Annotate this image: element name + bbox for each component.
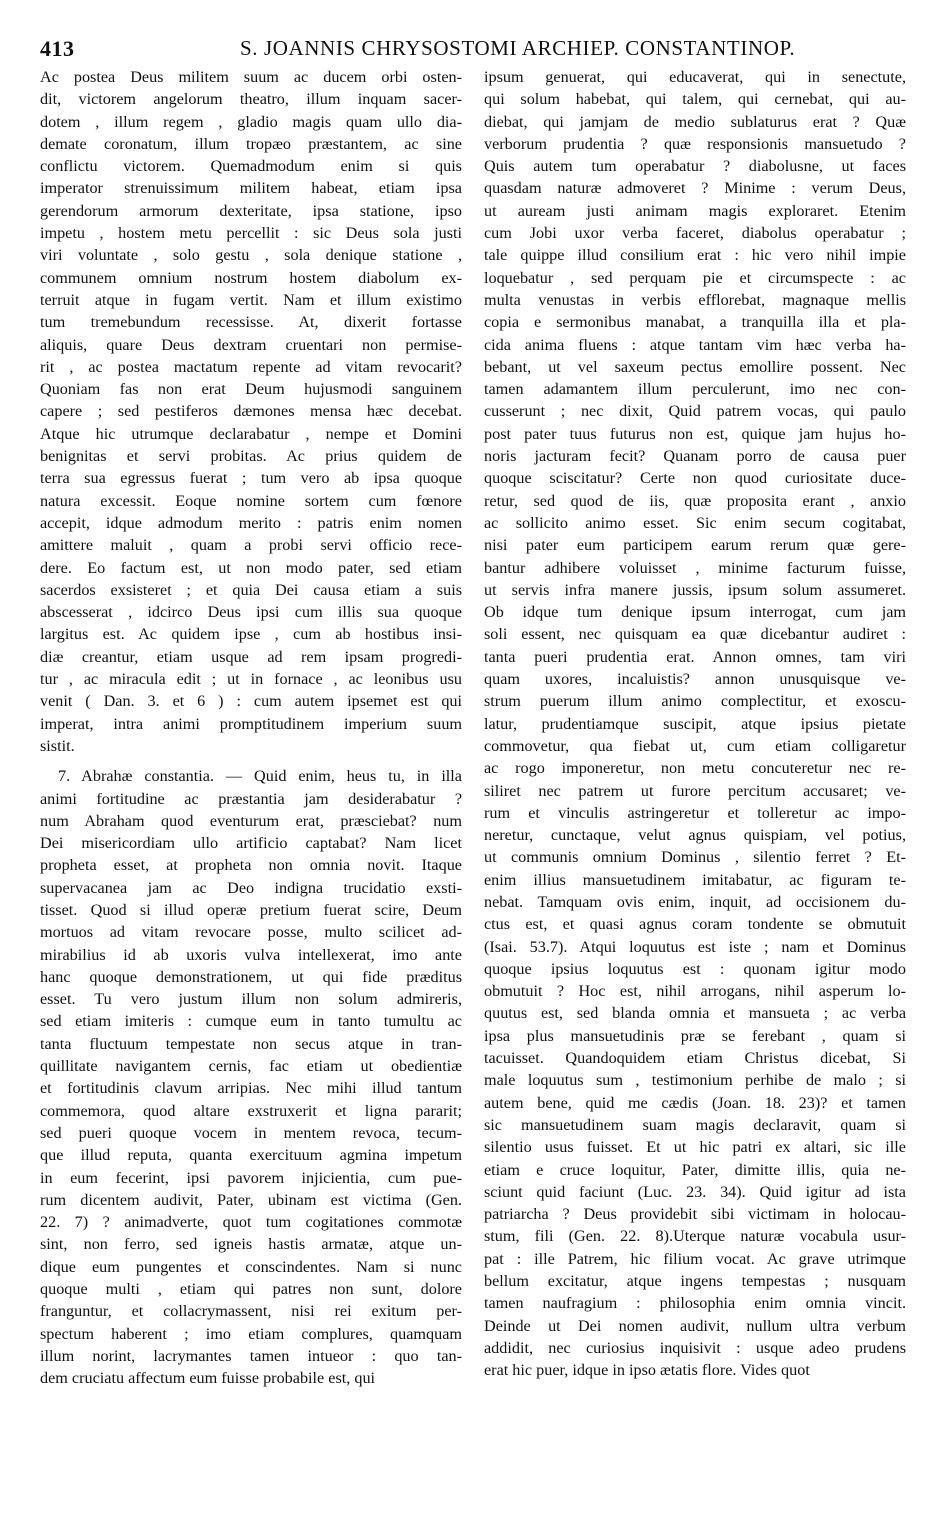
text-line: latur, prudentiamque suscipit, atque ipsius pietate xyxy=(484,714,906,733)
text-line: ut servis infra manere jussis, ipsum solum assumeret. xyxy=(484,580,906,599)
text-line: commemora, quod altare exstruxerit et ligna pararit; xyxy=(40,1101,462,1120)
text-line: Dei misericordiam ullo artificio captabat? Nam licet xyxy=(40,834,462,853)
text-line: strum puerum illum animo complectitur, et exoscu- xyxy=(484,692,906,711)
running-head xyxy=(40,28,910,64)
text-line: siliret nec patrem ut furore percitum accusaret; ve- xyxy=(484,781,906,800)
text-line: demate coronatum, illum tropæo præstantem, ac sine xyxy=(40,134,462,153)
text-line: dotem , illum regem , gladio magis quam ullo dia- xyxy=(40,112,462,131)
text-line: bantur adhibere voluisset , minime facturum fuisse, xyxy=(484,558,906,577)
text-line: tale quippe illud consilium erat : hic vero nihil impie xyxy=(484,246,906,265)
running-title: S. JOANNIS CHRYSOSTOMI ARCHIEP. CONSTANTINOP. xyxy=(240,36,796,60)
text-line: copia e sermonibus manabat, a tranquilla illa et pla- xyxy=(484,313,906,332)
text-line: diebat, qui jamjam de medio sublaturus erat ? Quæ xyxy=(484,112,906,131)
text-line: dit, victorem angelorum theatro, illum inquam sacer- xyxy=(40,90,462,109)
text-line: tum tremebundum recessisse. At, dixerit fortasse xyxy=(40,313,462,332)
text-line: nebat. Tamquam ovis enim, inquit, ad occisionem du- xyxy=(484,892,906,911)
right-column xyxy=(484,66,906,1382)
text-line: quoque ipsius loquutus est : quonam igitur modo xyxy=(484,959,906,978)
text-line: capere ; sed pestiferos dæmones mensa hæc decebat. xyxy=(40,402,462,421)
text-line: ipsum genuerat, qui educaverat, qui in senectute, xyxy=(484,68,906,86)
text-line: tacuisset. Quandoquidem etiam Christus dicebat, Si xyxy=(484,1049,906,1068)
text-line: viri voluntate , solo gestu , sola denique statione , xyxy=(40,246,462,265)
text-line: autem bene, quid me cædis (Joan. 18. 23)? et tamen xyxy=(484,1093,906,1112)
text-line: quam uxores, incaluistis? annon unusquisque ve- xyxy=(484,670,906,689)
text-line: Deinde ut Dei nomen audivit, nullum ultra verbum xyxy=(484,1316,906,1335)
text-line: bebant, ut vel saxeum pectus emollire possent. Nec xyxy=(484,357,906,376)
text-line: cum Jobi uxor verba faceret, diabolus operabatur ; xyxy=(484,224,906,243)
text-line: franguntur, et collacrymassent, nisi rei exitum per- xyxy=(40,1302,462,1321)
text-line: multa venustas in verbis efflorebat, magnaque mellis xyxy=(484,290,906,309)
text-line: Quoniam fas non erat Deum hujusmodi sanguinem xyxy=(40,380,462,399)
text-line: supervacanea jam ac Deo indigna trucidatio exsti- xyxy=(40,878,462,897)
text-line: in eum fecerint, ipsi pavorem injicientia, cum pue- xyxy=(40,1168,462,1187)
text-line: ut auream justi animam magis exploraret. Etenim xyxy=(484,201,906,220)
text-line: terruit atque in fugam vertit. Nam et illum existimo xyxy=(40,290,462,309)
text-line: noris jacturam fecit? Quanam porro de causa puer xyxy=(484,447,906,466)
text-line: obmutuit ? Hoc est, nihil arrogans, nihil asperum lo- xyxy=(484,982,906,1001)
text-line: silentio usus fuisset. Et ut hic patri ex altari, sic ille xyxy=(484,1138,906,1157)
text-line: sacerdos exsisteret ; et quia Dei causa etiam a suis xyxy=(40,580,462,599)
text-line: spectum haberent ; imo etiam complures, quamquam xyxy=(40,1324,462,1343)
text-line: dique eum pungentes et conscindentes. Nam si nunc xyxy=(40,1257,462,1276)
text-line: soli essent, nec quisquam ea quæ dicebantur audiret : xyxy=(484,625,906,644)
text-line: ipsa plus mansuetudinis præ se ferebant , quam si xyxy=(484,1026,906,1045)
text-line: natura excessit. Eoque nomine sortem cum fœnore xyxy=(40,491,462,510)
text-line: sed etiam imiteris : cumque eum in tanto tumultu ac xyxy=(40,1012,462,1031)
text-line: ac sollicito animo esset. Sic enim secum cogitabat, xyxy=(484,513,906,532)
text-line: rum et vinculis astringeretur et tolleretur ac impo- xyxy=(484,803,906,822)
text-line: esset. Tu vero justum illum non solum admireris, xyxy=(40,990,462,1009)
text-line: dem cruciatu affectum eum fuisse probabile est, qui xyxy=(40,1369,376,1388)
text-line: patriarcha ? Deus providebit sibi victimam in holocau- xyxy=(484,1205,906,1224)
text-line: mortuos ad vitam revocare posse, multo scilicet ad- xyxy=(40,923,462,942)
text-line: nisi pater eum participem earum rerum quæ gere- xyxy=(484,536,906,555)
text-line: imperator strenuissimum militem habeat, etiam ipsa xyxy=(40,179,462,198)
text-line: gerendorum armorum dexteritate, ipsa statione, ipso xyxy=(40,201,462,220)
text-line: Quis autem tum operabatur ? diabolusne, ut faces xyxy=(484,157,906,176)
text-line: accepit, idque admodum merito : patris enim nomen xyxy=(40,513,462,532)
text-line: 7. Abrahæ constantia. — Quid enim, heus tu, in illa xyxy=(58,767,462,786)
text-line: bellum excitatur, atque ingens tempestas ; nusquam xyxy=(484,1272,906,1291)
text-line: verborum prudentia ? quæ responsionis mansuetudo ? xyxy=(484,134,906,153)
left-column xyxy=(40,66,462,1390)
text-line: sistit. xyxy=(40,736,75,755)
text-line: rit , ac postea mactatum repente ad vitam revocarit? xyxy=(40,357,462,376)
text-line: addidit, nec curiosius inquisivit : usque adeo prudens xyxy=(484,1338,906,1357)
text-line: sint, non ferro, sed igneis hastis armatæ, atque un- xyxy=(40,1235,462,1254)
text-line: impetu , hostem metu percellit : sic Deus sola justi xyxy=(40,224,462,243)
text-line: terra sua egressus fuerat ; tum vero ab ipsa quoque xyxy=(40,469,462,488)
text-line: Atque hic utrumque declarabatur , nempe et Domini xyxy=(40,424,462,443)
text-line: communem omnium nostrum hostem diabolum ex- xyxy=(40,268,462,287)
text-line: (Isai. 53.7). Atqui loquutus est iste ; nam et Dominus xyxy=(484,937,906,956)
text-line: ac rogo imponeretur, non metu concuteretur nec re- xyxy=(484,759,906,778)
text-line: largitus est. Ac quidem ipse , cum ab hostibus insi- xyxy=(40,625,462,644)
text-line: quutus est, sed blanda omnia et mansueta ; ac verba xyxy=(484,1004,906,1023)
text-line: enim illius mansuetudinem imitabatur, ac figuram te- xyxy=(484,870,906,889)
text-line: post pater tuus futurus non est, quique jam hujus ho- xyxy=(484,424,906,443)
text-line: quillitate navigantem cernis, fac etiam ut obedientiæ xyxy=(40,1057,462,1076)
text-line: cida anima fluens : atque tantam vim hæc verba ha- xyxy=(484,335,906,354)
text-line: tanta pueri prudentia erat. Annon omnes, tam viri xyxy=(484,647,906,666)
text-line: mirabilius id ab uxoris vulva intellexerat, imo ante xyxy=(40,945,462,964)
text-line: sed pueri quoque vocem in mentem revoca, tecum- xyxy=(40,1123,462,1142)
text-line: Ob idque tum denique ipsum interrogat, cum jam xyxy=(484,603,906,622)
text-line: stum, fili (Gen. 22. 8).Uterque naturæ vocabula usur- xyxy=(484,1227,906,1246)
text-line: et fortitudinis clavum arripias. Nec mihi illud tantum xyxy=(40,1079,462,1098)
text-line: amittere maluit , quam a probi servi officio rece- xyxy=(40,536,462,555)
text-line: quoque sciscitatur? Certe non quod curiositate duce- xyxy=(484,469,906,488)
text-line: tur , ac miracula edit ; ut in fornace , ac leonibus usu xyxy=(40,670,462,689)
text-line: qui solum habebat, qui talem, qui cernebat, qui au- xyxy=(484,90,906,109)
text-line: loquebatur , sed perquam pie et circumspecte : ac xyxy=(484,268,906,287)
text-line: tamen adamantem illum perculerunt, imo nec con- xyxy=(484,380,906,399)
text-line: retur, sed quod de iis, quæ proposita erant , anxio xyxy=(484,491,906,510)
text-line: benignitas et servi probitas. Ac prius quidem de xyxy=(40,447,462,466)
paragraph-gap xyxy=(40,757,462,765)
text-line: etiam e cruce loquitur, Pater, dimitte illis, quia ne- xyxy=(484,1160,906,1179)
text-line: Ac postea Deus militem suum ac ducem orbi osten- xyxy=(40,68,462,86)
text-line: tamen naufragium : philosophia enim omnia vincit. xyxy=(484,1294,906,1313)
text-line: num Abraham quod eventurum erat, præsciebat? num xyxy=(40,811,462,830)
text-line: que illud reputa, quanta exercituum agmina impetum xyxy=(40,1146,462,1165)
text-line: diæ creantur, etiam usque ad rem ipsam progredi- xyxy=(40,647,462,666)
text-line: male loquutus sum , testimonium perhibe de malo ; si xyxy=(484,1071,906,1090)
text-line: quasdam naturæ admoveret ? Minime : verum Deus, xyxy=(484,179,906,198)
text-line: 22. 7) ? animadverte, quot tum cogitationes commotæ xyxy=(40,1213,462,1232)
text-columns xyxy=(40,66,906,1530)
text-line: neretur, cunctaque, velut agnus quispiam, vel potius, xyxy=(484,826,906,845)
text-line: hanc quoque demonstrationem, ut qui fide præditus xyxy=(40,967,462,986)
text-line: sic mansuetudinem suam magis declaravit, quam si xyxy=(484,1115,906,1134)
text-line: tanta fluctuum tempestate non secus atque in tran- xyxy=(40,1034,462,1053)
text-line: commovetur, qua fiebat ut, cum etiam colligaretur xyxy=(484,736,906,755)
text-line: erat hic puer, idque in ipso ætatis flore. Vides quot xyxy=(484,1361,810,1380)
text-line: ut communis omnium Dominus , silentio ferret ? Et- xyxy=(484,848,906,867)
text-line: quoque multi , etiam qui patres non sunt, dolore xyxy=(40,1280,462,1299)
text-line: rum dicentem audivit, Pater, ubinam est victima (Gen. xyxy=(40,1190,462,1209)
text-line: ctus est, et quasi agnus coram tondente se obmutuit xyxy=(484,915,906,934)
page-number: 413 xyxy=(40,36,75,61)
text-line: illum norint, lacrymantes tamen intueor : quo tan- xyxy=(40,1346,462,1365)
text-line: propheta esset, at propheta non omnia novit. Itaque xyxy=(40,856,462,875)
text-line: venit ( Dan. 3. et 6 ) : cum autem ipsemet est qui xyxy=(40,692,462,711)
text-line: conflictu victorem. Quemadmodum enim si quis xyxy=(40,157,462,176)
text-line: animi fortitudine ac præstantia jam desiderabatur ? xyxy=(40,789,462,808)
text-line: abscesserat , idcirco Deus ipsi cum illis sua quoque xyxy=(40,603,462,622)
text-line: tisset. Quod si illud operæ pretium fuerat scire, Deum xyxy=(40,900,462,919)
text-line: dere. Eo factum est, ut non modo pater, sed etiam xyxy=(40,558,462,577)
text-line: aliquis, quare Deus dextram cruentari non permise- xyxy=(40,335,462,354)
text-line: pat : ille Patrem, hic filium vocat. Ac grave utrimque xyxy=(484,1249,906,1268)
text-line: cusserunt ; nec dixit, Quid patrem vocas, qui paulo xyxy=(484,402,906,421)
text-line: sciunt quid faciunt (Luc. 23. 34). Quid igitur ad ista xyxy=(484,1182,906,1201)
text-line: imperat, intra animi promptitudinem imperium suum xyxy=(40,714,462,733)
